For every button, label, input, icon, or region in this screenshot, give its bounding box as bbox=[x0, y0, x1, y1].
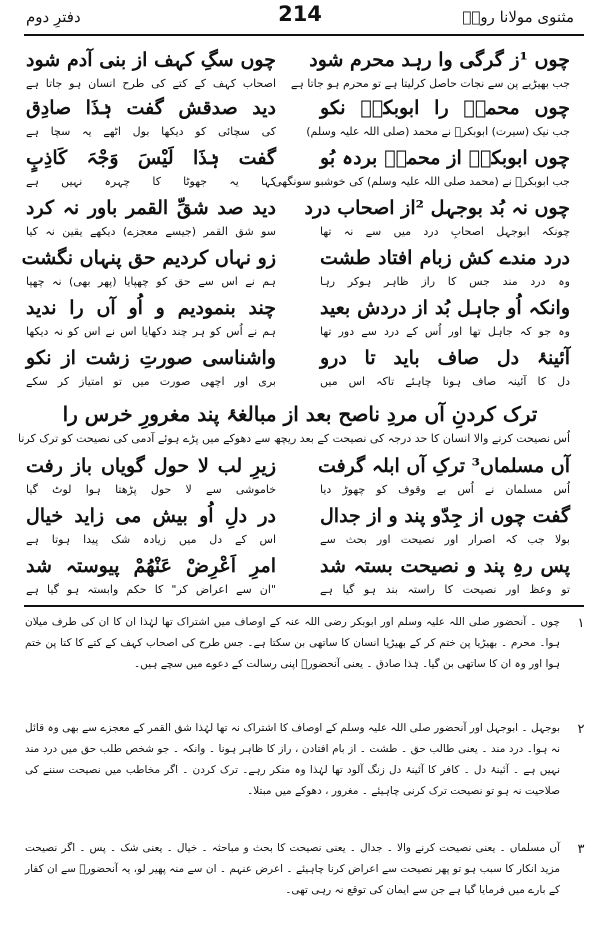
translation-left: بری اور اچھی صورت میں تو امتیاز کر سکے bbox=[26, 375, 276, 388]
verse-left: زو نہاں کردیم حق پنہاں نگشت bbox=[21, 247, 276, 269]
verse-left: واشناسی صورتِ زشت از نکو bbox=[26, 347, 276, 369]
verse-right: آں مسلماں³ ترکِ آں ابلہ گرفت bbox=[317, 455, 570, 477]
translation-right: جب نیک (سیرت) ابوبکرؓ نے محمد (صلی اللہ علیہ وسلم) bbox=[306, 125, 570, 138]
translation-right: جب ابوبکرؓ نے (محمد صلی اللہ علیہ وسلم) کی خوشبو سونگھی bbox=[273, 175, 570, 188]
verse-right: آئینۂ دل صاف باید تا درو bbox=[320, 347, 570, 369]
translation-left: کہا یہ جھوٹا کا چہرہ نہیں ہے bbox=[26, 175, 276, 188]
translation-left: اس کے دل میں زیادہ شک پیدا ہوتا ہے bbox=[26, 533, 276, 546]
section-translation: اُس نصیحت کرنے والا انسان کا حد درجہ کی نصیحت کے بعد ریچھ سے دھوکے میں پڑے ہوئے آدمی کی نصیحت کو ترک کرنا bbox=[17, 432, 570, 445]
translation-right: وہ جو کہ جاہل تھا اور اُس کے درد سے دور تھا bbox=[320, 325, 570, 338]
verse-left: چند بنمودیم و اُو آں را ندید bbox=[26, 297, 276, 319]
verse-right: درد مندے کش زبام افتاد طشت bbox=[320, 247, 570, 269]
verse-left: دید صد شقِّ القمر باور نہ کرد bbox=[26, 197, 276, 219]
footnote-rule bbox=[24, 605, 584, 607]
translation-right: اُس مسلمان نے اُس بے وقوف کو چھوڑ دیا bbox=[320, 483, 570, 496]
book-title: مثنوی مولانا رومؒ bbox=[462, 8, 574, 26]
verse-right: چوں ابوبکرؓ از محمدؐ بردہ بُو bbox=[320, 147, 570, 169]
verse-right: گفت چوں از جِدّو پند و از جدال bbox=[320, 505, 570, 527]
verse-left: در دلِ اُو بیش می زاید خیال bbox=[26, 505, 276, 527]
translation-right: بولا جب کہ اصرار اور نصیحت اور بحث سے bbox=[320, 533, 570, 546]
verse-right: چوں ¹ز گرگی وا رہد محرم شود bbox=[309, 49, 570, 71]
footnote-text: بوجہل ۔ ابوجہل اور آنحضور صلی اللہ علیہ وسلم کے اوصاف کا اشتراک نہ تھا لہٰذا شق القمر کے معجزے سے بھی وہ قائل نہ ہوا۔ درد مند ۔ یعنی طالب حق ۔ طشت ۔ از بام افتادن ، راز کا ظاہر ہونا ۔ وانکہ ۔ جو شخص طلب حق میں درد مند نہیں ہے ۔ آئینۂ دل ۔ کافر کا آئینۂ دل زنگ آلود تھا لہٰذا وہ منکر رہے۔ ترک کردن ۔ اگر مخاطب میں نصیحت سننے کی صلاحیت نہ ہو تو نصیحت ترک کرنی چاہیئے ۔ مغرور ، دھوکے میں مبتلا۔ bbox=[25, 722, 560, 797]
translation-right: جب بھیڑیے پن سے نجات حاصل کرلیتا ہے تو محرم ہو جاتا ہے bbox=[290, 77, 570, 90]
verse-right: وانکہ اُو جاہل بُد از دردش بعید bbox=[320, 297, 570, 319]
verse-left: چوں سگِ کہف از بنی آدم شود bbox=[26, 49, 276, 71]
verse-left: گفت ہٰذَا لَیْسَ وَجْہَ کَاذِبٍ bbox=[26, 147, 276, 169]
header-rule bbox=[24, 34, 584, 36]
verse-right: چوں محمدؐ را ابوبکرؓ نکو bbox=[320, 97, 570, 119]
verse-left: امرِ اَعْرِضْ عَنْھُمْ پیوستہ شد bbox=[26, 555, 276, 577]
translation-left: "ان سے اعراض کر" کا حکم وابستہ ہو گیا ہے bbox=[26, 583, 276, 596]
footnote-text: چوں ۔ آنحضور صلی اللہ علیہ وسلم اور ابوبکر رضی اللہ عنہ کے اوصاف میں اشتراک تھا لہٰذا ان کا ان کی طرف میلان ہوا۔ محرم ۔ بھیڑیا پن ختم کر کے بھیڑیا انسان کا ساتھی بن سکتا ہے۔ جس طرح کی اصحاب کہف کے کتے کا کتا پن ختم ہوا اور وہ ان کا ساتھی بن گیا۔ ہٰذا صادق ۔ یعنی آنحضورؐ اپنی رسالت کے دعوے میں سچے ہیں۔ bbox=[25, 616, 560, 670]
translation-right: چونکہ ابوجہل اصحابِ درد میں سے نہ تھا bbox=[320, 225, 570, 238]
translation-left: سو شق القمر (جیسے معجزے) دیکھے یقین نہ کیا bbox=[26, 225, 276, 238]
verse-left: زیرِ لب لا حول گویاں باز رفت bbox=[26, 455, 276, 477]
verse-left: دید صدقش گفت ہٰذَا صادِق bbox=[26, 97, 276, 119]
volume-title: دفترِ دوم bbox=[26, 8, 81, 26]
translation-left: ہم نے اُس کو ہر چند دکھایا اس نے اس کو نہ دیکھا bbox=[26, 325, 276, 338]
verse-right: پس رہِ پند و نصیحت بستہ شد bbox=[320, 555, 570, 577]
translation-left: ہم نے اس سے حق کو چھپایا (پھر بھی) نہ چھپا bbox=[26, 275, 276, 288]
footnote-number: ۳ bbox=[577, 842, 585, 857]
footnote-number: ۲ bbox=[577, 722, 585, 737]
translation-right: دل کا آئینہ صاف ہونا چاہئے تاکہ اس میں bbox=[320, 375, 570, 388]
translation-left: کی سچائی کو دیکھا بول اٹھے یہ سچا ہے bbox=[26, 125, 276, 138]
section-title: ترک کردنِ آں مردِ ناصح بعد از مبالغۂ پند مغرورِ خرس را bbox=[62, 402, 538, 426]
verse-right: چوں نہ بُد بوجہل ²از اصحاب درد bbox=[304, 197, 570, 219]
translation-left: اصحاب کہف کے کتے کی طرح انسان ہو جاتا ہے bbox=[26, 77, 276, 90]
page-number: 214 bbox=[278, 2, 322, 26]
translation-right: تو وعظ اور نصیحت کا راستہ بند ہو گیا ہے bbox=[320, 583, 570, 596]
footnote-number: ۱ bbox=[577, 616, 585, 631]
footnote-text: آں مسلماں ۔ یعنی نصیحت کرنے والا ۔ جدال ۔ یعنی نصیحت کا بحث و مباحثہ ۔ خیال ۔ یعنی شک ۔ پس ۔ اگر نصیحت مزید انکار کا سبب ہو تو پھر نصیحت سے اعراض کرنا چاہیئے ۔ اعرض عنہم ۔ ان سے منہ پھیر لو، یہ آنحضورؐ سے ان کفار کے بارے میں فرمایا گیا ہے جن سے ایمان کی توقع نہ رہی تھی۔ bbox=[25, 842, 560, 896]
translation-left: خاموشی سے لا حول پڑھتا ہوا لوٹ گیا bbox=[26, 483, 276, 496]
translation-right: وہ درد مند جس کا راز ظاہر ہوکر رہا bbox=[320, 275, 570, 288]
